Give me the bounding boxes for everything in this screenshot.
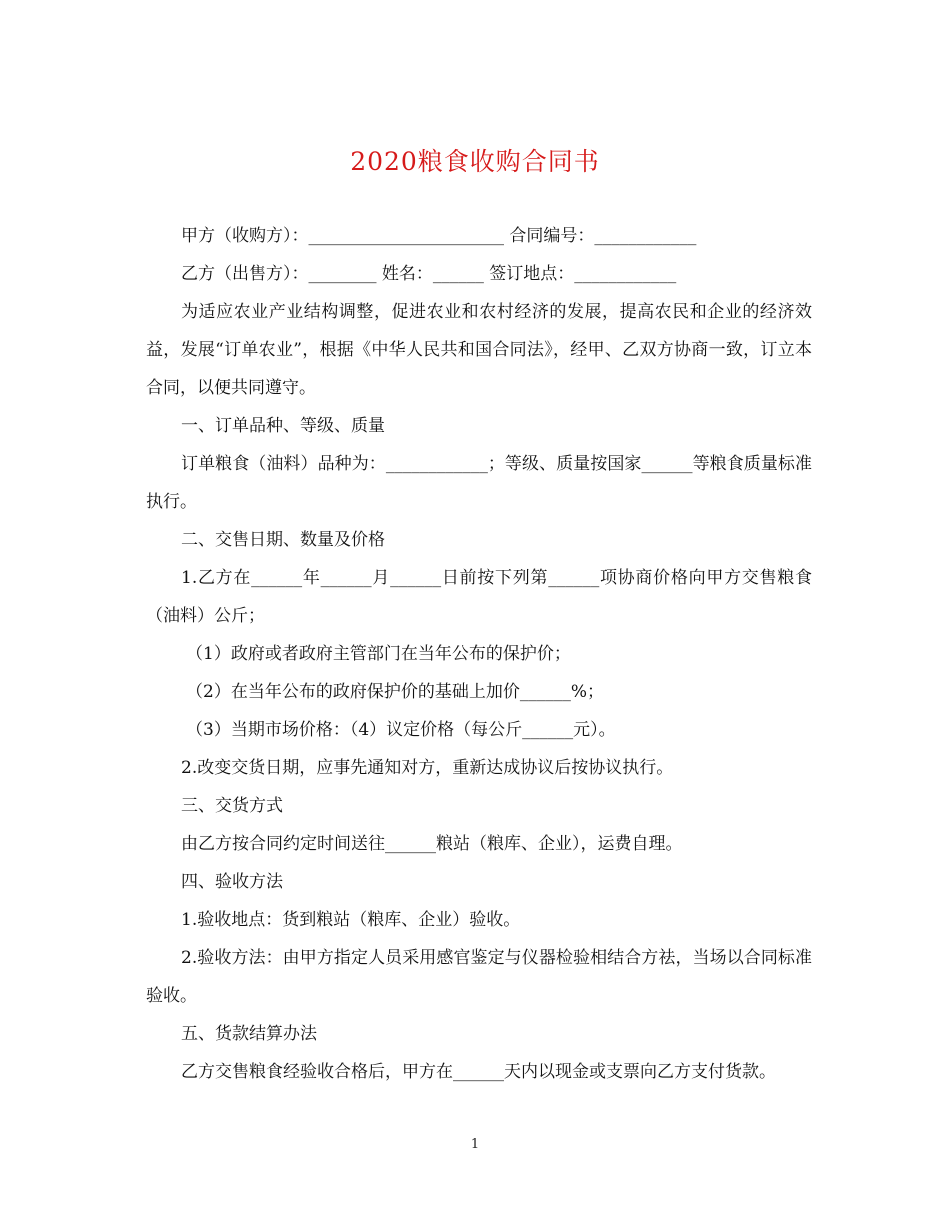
price-option-1: （1）政府或者政府主管部门在当年公布的保护价； bbox=[186, 644, 571, 664]
section-4-item-2: 2.验收方法：由甲方指定人员采用感官鉴定与仪器检验相结合方祛，当场以合同标准验收。 bbox=[146, 948, 812, 1006]
section-2-item-2: 2.改变交货日期，应事先通知对方，重新达成协议后按协议执行。 bbox=[181, 758, 674, 778]
document-title: 2020粮食收购合同书 bbox=[350, 147, 600, 176]
party-a-line: 甲方（收购方）：_______________________ 合同编号：____________ bbox=[181, 226, 697, 246]
price-option-2: （2）在当年公布的政府保护价的基础上加价______%； bbox=[186, 682, 604, 702]
section-4-item-1: 1.验收地点：货到粮站（粮库、企业）验收。 bbox=[181, 910, 521, 930]
party-b-line: 乙方（出售方）：________ 姓名：______ 签订地点：____________ bbox=[181, 264, 677, 284]
section-heading-1: 一、订单品种、等级、质量 bbox=[181, 416, 385, 436]
section-2-item-1: 1.乙方在______年______月______日前按下列第______项协商价格向甲方交售粮食（油料）公斤； bbox=[146, 568, 812, 626]
price-option-3-4: （3）当期市场价格：（4）议定价格（每公斤______元）。 bbox=[186, 720, 616, 740]
section-5-paragraph: 乙方交售粮食经验收合格后，甲方在______天内以现金或支票向乙方支付货款。 bbox=[181, 1062, 776, 1082]
section-heading-3: 三、交货方式 bbox=[181, 796, 283, 816]
preamble-paragraph: 为适应农业产业结构调整，促进农业和农村经济的发展，提高农民和企业的经济效益，发展“订单农业”，根据《中华人民共和国合同法》，经甲、乙双方协商一致，订立本合同，以便共同遵守。 bbox=[146, 302, 812, 398]
section-1-paragraph: 订单粮食（油料）品种为：____________；等级、质量按国家______等粮食质量标准执行。 bbox=[146, 454, 812, 512]
page-number: 1 bbox=[470, 1137, 480, 1152]
section-3-paragraph: 由乙方按合同约定时间送往______粮站（粮库、企业），运费自理。 bbox=[181, 834, 683, 854]
section-heading-5: 五、货款结算办法 bbox=[181, 1024, 317, 1044]
contract-body bbox=[146, 217, 812, 1091]
section-heading-2: 二、交售日期、数量及价格 bbox=[181, 530, 385, 550]
section-heading-4: 四、验收方法 bbox=[181, 872, 283, 892]
